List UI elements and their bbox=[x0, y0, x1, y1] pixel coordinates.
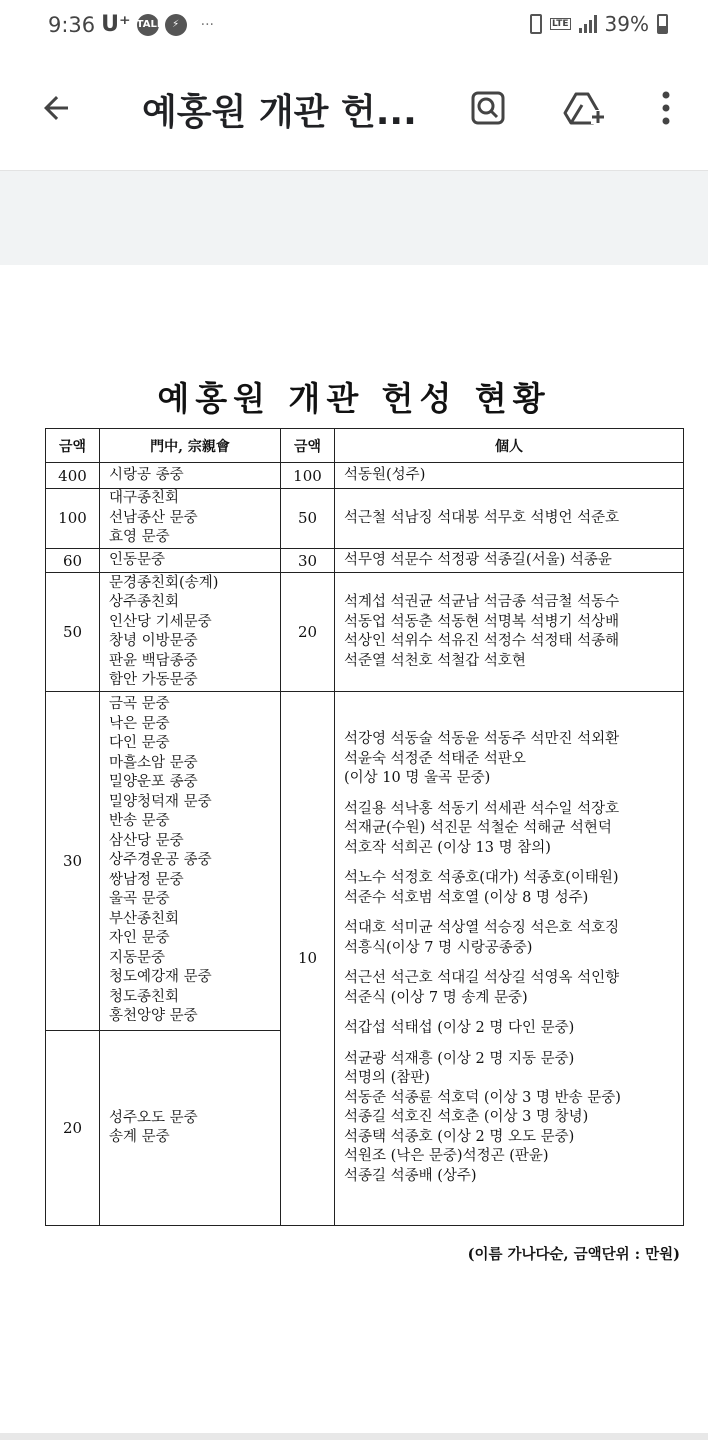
header-amount-individual: 금액 bbox=[281, 429, 335, 463]
clan-amount: 20 bbox=[46, 1031, 100, 1226]
table-footnote: (이름 가나다순, 금액단위 : 만원) bbox=[467, 1246, 680, 1263]
talk-icon: TALK bbox=[137, 14, 159, 36]
name-line: 부산종친회 bbox=[109, 910, 180, 927]
clan-amount: 50 bbox=[46, 573, 100, 691]
table-header-row bbox=[46, 429, 684, 463]
clan-names bbox=[100, 463, 281, 489]
individual-amount: 50 bbox=[281, 489, 335, 549]
name-line: 금곡 문중 bbox=[109, 696, 170, 713]
individual-amount: 100 bbox=[281, 463, 335, 489]
name-line: 상주경운공 종중 bbox=[109, 852, 212, 869]
table-row bbox=[46, 691, 684, 1030]
name-group bbox=[344, 593, 677, 671]
name-line: 석윤숙 석정준 석태준 석판오 bbox=[344, 750, 526, 767]
clan-amount: 100 bbox=[46, 489, 100, 549]
individual-names bbox=[335, 489, 684, 549]
status-bar bbox=[0, 0, 708, 52]
more-notifications-icon: ··· bbox=[200, 16, 215, 33]
name-line: 석갑섭 석태섭 (이상 2 명 다인 문중) bbox=[344, 1020, 575, 1037]
name-line: 석동원(성주) bbox=[344, 466, 426, 483]
name-line: 석준열 석천호 석철갑 석호현 bbox=[344, 652, 526, 669]
individual-names bbox=[335, 691, 684, 1225]
back-arrow-icon bbox=[38, 90, 74, 126]
app-bar bbox=[0, 52, 708, 170]
status-right bbox=[530, 12, 668, 36]
name-line: 석종택 석종호 (이상 2 명 오도 문중) bbox=[344, 1128, 575, 1145]
table-row bbox=[46, 463, 684, 489]
name-group bbox=[344, 800, 677, 859]
table-row bbox=[46, 573, 684, 691]
clan-names bbox=[100, 691, 281, 1030]
carrier-label: U⁺ bbox=[101, 12, 131, 37]
clan-names bbox=[100, 1031, 281, 1226]
name-line: 함안 가동문중 bbox=[109, 672, 198, 689]
signal-icon bbox=[579, 15, 597, 33]
name-line: 석동준 석종륜 석호덕 (이상 3 명 반송 문중) bbox=[344, 1089, 621, 1106]
document-page bbox=[0, 265, 708, 1433]
name-line: 반송 문중 bbox=[109, 813, 170, 830]
name-line: 석명의 (참판) bbox=[344, 1070, 430, 1087]
header-amount: 금액 bbox=[46, 429, 100, 463]
individual-names bbox=[335, 573, 684, 691]
clan-amount: 60 bbox=[46, 548, 100, 573]
individual-names bbox=[335, 463, 684, 489]
name-group bbox=[344, 969, 677, 1008]
name-group bbox=[344, 919, 677, 958]
name-line: 인산당 기세문중 bbox=[109, 613, 212, 630]
search-document-icon bbox=[470, 90, 506, 126]
name-line: 석계섭 석권균 석균남 석금종 석금철 석동수 bbox=[344, 594, 620, 611]
name-group bbox=[344, 466, 677, 486]
more-vert-icon bbox=[660, 90, 672, 126]
header-clan: 門中, 宗親會 bbox=[100, 429, 281, 463]
search-in-document-button[interactable] bbox=[462, 82, 514, 134]
clan-names bbox=[100, 573, 281, 691]
lte-icon: LTE bbox=[552, 19, 569, 29]
name-line: 울곡 문중 bbox=[109, 891, 170, 908]
bottom-edge bbox=[0, 1433, 708, 1440]
name-line: 문경종친회(송계) bbox=[109, 574, 219, 591]
name-line: 석호작 석희곤 (이상 13 명 참의) bbox=[344, 839, 551, 856]
battery-icon bbox=[657, 14, 668, 34]
name-line: 송계 문중 bbox=[109, 1129, 170, 1146]
name-line: 쌍남정 문중 bbox=[109, 871, 184, 888]
vibrate-icon bbox=[530, 14, 542, 34]
name-line: 석근철 석남징 석대봉 석무호 석병언 석준호 bbox=[344, 509, 620, 526]
name-line: 석대호 석미균 석상열 석승징 석은호 석호징 bbox=[344, 920, 620, 937]
clan-names bbox=[100, 489, 281, 549]
name-line: 창녕 이방문중 bbox=[109, 633, 198, 650]
name-line: 판윤 백담종중 bbox=[109, 652, 198, 669]
donation-table bbox=[45, 428, 684, 1226]
name-group bbox=[344, 869, 677, 908]
clan-amount: 400 bbox=[46, 463, 100, 489]
name-group bbox=[344, 509, 677, 529]
add-to-drive-icon bbox=[563, 90, 605, 126]
name-line: 석원조 (낙은 문중)석정곤 (판윤) bbox=[344, 1148, 549, 1165]
name-line: 마흘소암 문중 bbox=[109, 754, 198, 771]
name-line: 홍천앙양 문중 bbox=[109, 1008, 198, 1025]
add-to-drive-button[interactable] bbox=[558, 82, 610, 134]
name-group bbox=[344, 551, 677, 571]
table-row bbox=[46, 489, 684, 549]
header-individual: 個人 bbox=[335, 429, 684, 463]
page-heading: 예홍원 개관 헌성 현황 bbox=[157, 379, 551, 418]
name-line: 석종길 석호진 석호춘 (이상 3 명 창녕) bbox=[344, 1109, 589, 1126]
viewer-gap bbox=[0, 170, 708, 265]
name-line: 석상인 석위수 석유진 석정수 석정태 석종해 bbox=[344, 633, 620, 650]
name-line: 석종길 석종배 (상주) bbox=[344, 1167, 477, 1184]
name-line: 낙은 문중 bbox=[109, 715, 170, 732]
name-line: 지동문중 bbox=[109, 949, 166, 966]
data-saver-icon: ⚡ bbox=[165, 14, 187, 36]
clan-amount: 30 bbox=[46, 691, 100, 1030]
name-line: 삼산당 문중 bbox=[109, 832, 184, 849]
name-line: 효영 문중 bbox=[109, 529, 170, 546]
clan-names bbox=[100, 548, 281, 573]
name-line: 석무영 석문수 석정광 석종길(서울) 석종윤 bbox=[344, 551, 612, 568]
name-line: 석동업 석동춘 석동현 석명복 석병기 석상배 bbox=[344, 613, 620, 630]
name-line: 선남종산 문중 bbox=[109, 509, 198, 526]
name-line: 석재균(수원) 석진문 석철순 석해균 석현덕 bbox=[344, 820, 612, 837]
name-line: 성주오도 문중 bbox=[109, 1109, 198, 1126]
name-group bbox=[344, 1019, 677, 1039]
individual-amount: 10 bbox=[281, 691, 335, 1225]
name-line: 밀양운포 종중 bbox=[109, 774, 198, 791]
name-line: 청도종친회 bbox=[109, 988, 180, 1005]
table-row bbox=[46, 548, 684, 573]
battery-percent: 39% bbox=[604, 12, 649, 36]
name-line: 석준식 (이상 7 명 송계 문중) bbox=[344, 989, 528, 1006]
name-group bbox=[344, 730, 677, 789]
name-line: 대구종친회 bbox=[109, 490, 180, 507]
name-group bbox=[344, 1050, 677, 1187]
name-line: 석흥식(이상 7 명 시랑공종중) bbox=[344, 939, 533, 956]
individual-amount: 20 bbox=[281, 573, 335, 691]
name-line: 다인 문중 bbox=[109, 735, 170, 752]
name-line: 석근선 석근호 석대길 석상길 석영옥 석인향 bbox=[344, 970, 620, 987]
name-line: 인동문중 bbox=[109, 551, 166, 568]
name-line: 밀양청덕재 문중 bbox=[109, 793, 212, 810]
document-title: 예홍원 개관 헌... bbox=[142, 92, 417, 133]
individual-names bbox=[335, 548, 684, 573]
name-line: 석강영 석동술 석동윤 석동주 석만진 석외환 bbox=[344, 731, 620, 748]
individual-amount: 30 bbox=[281, 548, 335, 573]
name-line: 청도예강재 문중 bbox=[109, 969, 212, 986]
more-options-button[interactable] bbox=[640, 82, 692, 134]
name-line: 석길용 석낙홍 석동기 석세관 석수일 석장호 bbox=[344, 800, 620, 817]
name-line: 상주종친회 bbox=[109, 594, 180, 611]
name-line: 시랑공 종중 bbox=[109, 466, 184, 483]
status-left bbox=[48, 12, 214, 37]
name-line: 석노수 석정호 석종호(대가) 석종호(이태원) bbox=[344, 870, 619, 887]
name-line: (이상 10 명 울곡 문중) bbox=[344, 770, 491, 787]
status-time: 9:36 bbox=[48, 12, 96, 37]
name-line: 석균광 석재흥 (이상 2 명 지동 문중) bbox=[344, 1050, 575, 1067]
name-line: 자인 문중 bbox=[109, 930, 170, 947]
back-button[interactable] bbox=[30, 82, 82, 134]
name-line: 석준수 석호범 석호열 (이상 8 명 성주) bbox=[344, 889, 589, 906]
